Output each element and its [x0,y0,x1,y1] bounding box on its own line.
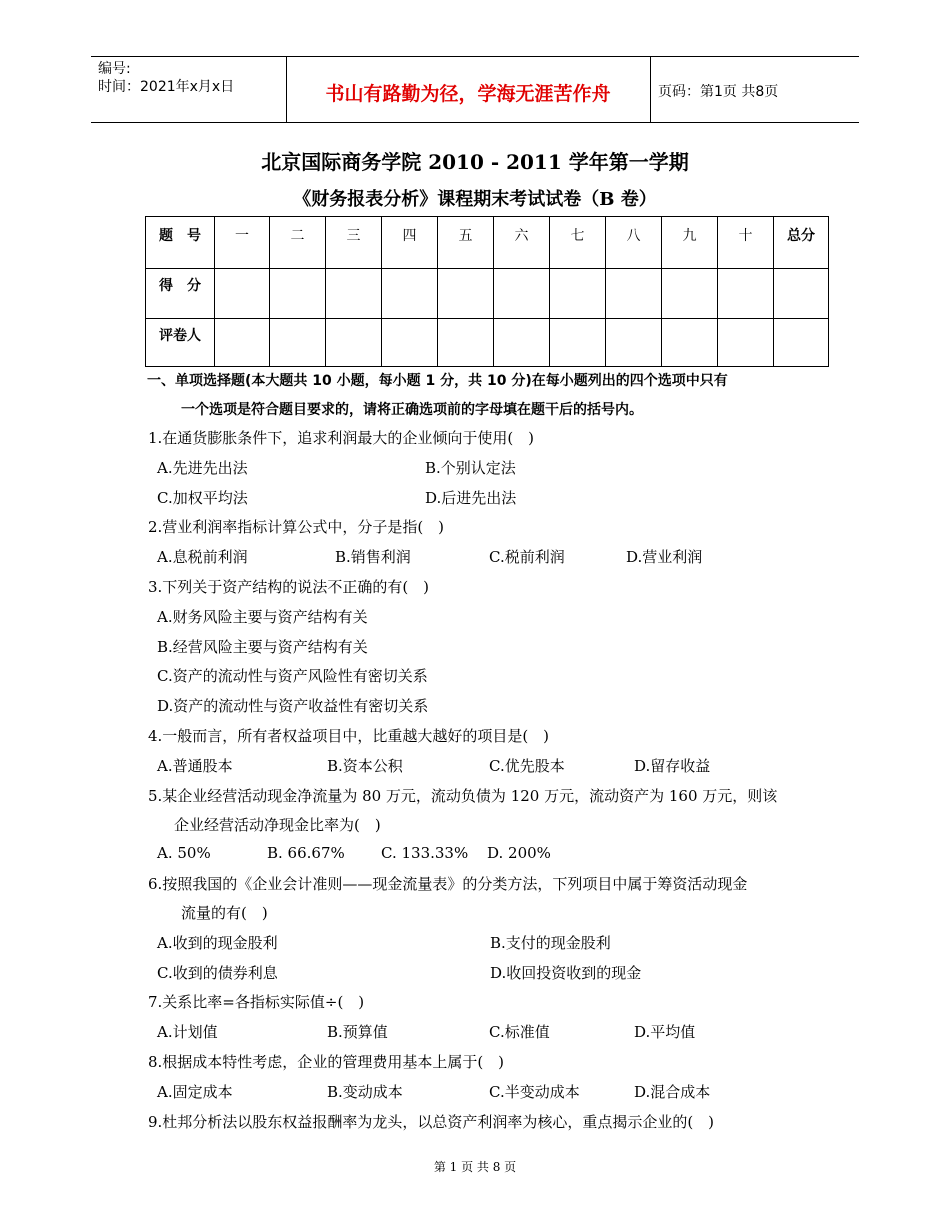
option: D.混合成本 [634,1083,711,1101]
exam-subtitle: 《财务报表分析》课程期末考试试卷（B 卷） [293,189,657,210]
grader-cell[interactable] [718,319,774,367]
section-instruction-line2: 一个选项是符合题目要求的，请将正确选项前的字母填在题干后的括号内。 [181,402,643,418]
option: A.收到的现金股利 [157,934,278,952]
option: C.标准值 [489,1023,550,1041]
score-table [145,216,829,367]
time-label: 时间：2021年x月x日 [98,79,235,95]
option: D.营业利润 [626,548,703,566]
option: B.个别认定法 [425,459,516,477]
option: C.资产的流动性与资产风险性有密切关系 [157,667,428,685]
score-cell[interactable] [438,269,494,319]
option: B.经营风险主要与资产结构有关 [157,638,368,656]
option: D.后进先出法 [425,489,517,507]
option: D.收回投资收到的现金 [490,964,642,982]
option: B.资本公积 [327,757,403,775]
question-stem: 4.一般而言，所有者权益项目中，比重越大越好的项目是( ) [148,727,550,745]
option: D. 200% [487,844,551,862]
option: C.半变动成本 [489,1083,580,1101]
option: D.留存收益 [634,757,711,775]
option: A.息税前利润 [157,548,248,566]
row-header-number: 题 号 [146,217,215,269]
col-header-total: 总分 [774,217,829,269]
option: A. 50% [157,844,211,862]
option: C.税前利润 [489,548,565,566]
page-footer: 第 1 页 共 8 页 [433,1160,517,1174]
score-cell[interactable] [215,269,270,319]
code-label: 编号: [98,61,131,77]
option: B.预算值 [327,1023,388,1041]
col-header: 三 [326,217,382,269]
option: C.加权平均法 [157,489,248,507]
grader-cell[interactable] [494,319,550,367]
header-top-rule [91,56,859,57]
option: A.先进先出法 [157,459,248,477]
grader-cell[interactable] [270,319,326,367]
question-stem: 5.某企业经营活动现金净流量为 80 万元，流动负债为 120 万元，流动资产为 160 万元，则该 [148,787,778,805]
score-table-row-grader [146,319,829,367]
question-stem: 6.按照我国的《企业会计准则——现金流量表》的分类方法，下列项目中属于筹资活动现金 [148,875,748,893]
col-header: 五 [438,217,494,269]
header-meta [98,60,234,96]
grader-cell[interactable] [550,319,606,367]
col-header: 九 [662,217,718,269]
question-stem: 7.关系比率=各指标实际值÷( ) [148,993,365,1011]
score-cell[interactable] [382,269,438,319]
option: A.固定成本 [157,1083,233,1101]
option: C.收到的债券利息 [157,964,278,982]
grader-cell[interactable] [326,319,382,367]
score-cell[interactable] [662,269,718,319]
motto: 书山有路勤为径，学海无涯苦作舟 [325,83,611,105]
score-cell[interactable] [774,269,829,319]
option: B. 66.67% [267,844,345,862]
col-header: 二 [270,217,326,269]
option: C.优先股本 [489,757,565,775]
question-stem: 9.杜邦分析法以股东权益报酬率为龙头，以总资产利润率为核心，重点揭示企业的( ) [148,1113,715,1131]
header-bottom-rule [91,122,859,123]
grader-cell[interactable] [606,319,662,367]
option: C. 133.33% [381,844,469,862]
section-instruction-line1: 一、单项选择题(本大题共 10 小题，每小题 1 分，共 10 分)在每小题列出的四个选项中只有 [147,373,728,389]
question-stem: 2.营业利润率指标计算公式中，分子是指( ) [148,518,445,536]
option: D.平均值 [634,1023,696,1041]
row-header-grader: 评卷人 [146,319,215,367]
question-stem: 3.下列关于资产结构的说法不正确的有( ) [148,578,430,596]
score-table-row-number [146,217,829,269]
grader-cell[interactable] [662,319,718,367]
grader-cell[interactable] [215,319,270,367]
col-header: 八 [606,217,662,269]
col-header: 六 [494,217,550,269]
option: D.资产的流动性与资产收益性有密切关系 [157,697,429,715]
row-header-score: 得 分 [146,269,215,319]
page-info: 页码：第1页 共8页 [658,84,779,100]
col-header: 十 [718,217,774,269]
score-cell[interactable] [550,269,606,319]
option: A.财务风险主要与资产结构有关 [157,608,368,626]
exam-title: 北京国际商务学院 2010 - 2011 学年第一学期 [261,150,689,174]
header-divider-right [650,57,651,122]
grader-cell[interactable] [774,319,829,367]
col-header: 一 [215,217,270,269]
grader-cell[interactable] [438,319,494,367]
option: A.普通股本 [157,757,233,775]
score-cell[interactable] [494,269,550,319]
score-cell[interactable] [606,269,662,319]
score-cell[interactable] [270,269,326,319]
question-stem: 8.根据成本特性考虑，企业的管理费用基本上属于( ) [148,1053,505,1071]
col-header: 四 [382,217,438,269]
question-stem: 1.在通货膨胀条件下，追求利润最大的企业倾向于使用( ) [148,429,535,447]
option: B.销售利润 [335,548,411,566]
score-table-row-score [146,269,829,319]
score-cell[interactable] [718,269,774,319]
option: B.变动成本 [327,1083,403,1101]
grader-cell[interactable] [382,319,438,367]
option: B.支付的现金股利 [490,934,611,952]
col-header: 七 [550,217,606,269]
question-stem-continued: 企业经营活动净现金比率为( ) [174,816,381,834]
question-stem-continued: 流量的有( ) [181,904,268,922]
option: A.计划值 [157,1023,218,1041]
score-cell[interactable] [326,269,382,319]
